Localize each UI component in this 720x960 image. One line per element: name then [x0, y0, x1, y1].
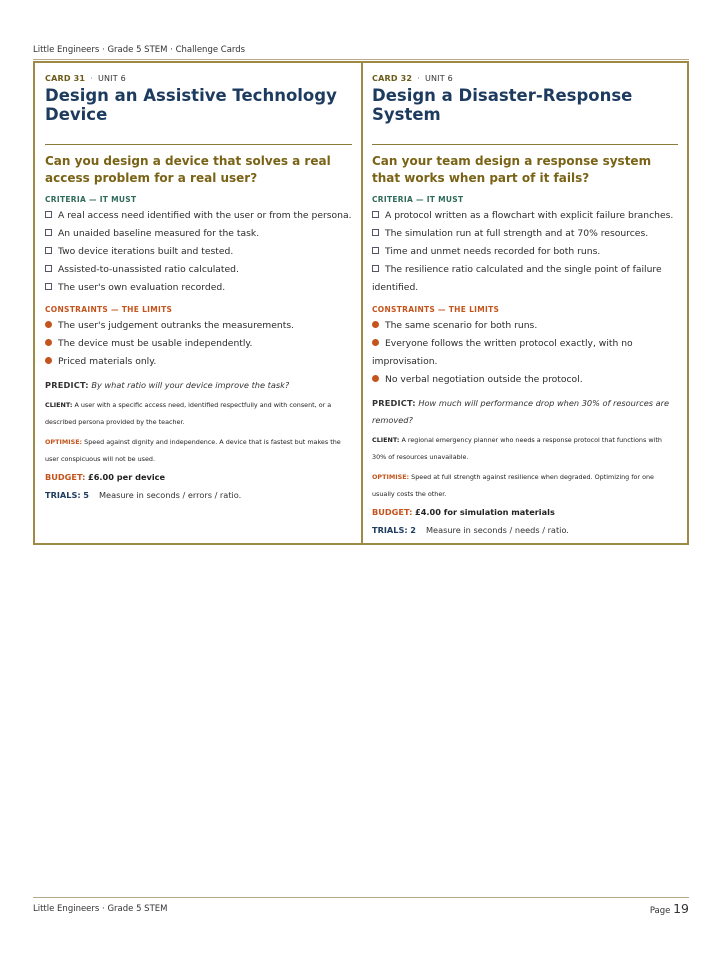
- criteria-list: [45, 207, 352, 297]
- footer-text: Little Engineers · Grade 5 STEM: [33, 904, 168, 914]
- checkbox-icon: [45, 265, 52, 272]
- criteria-item: Two device iterations built and tested.: [45, 243, 352, 261]
- criteria-item: The simulation run at full strength and at 70% resources.: [372, 225, 678, 243]
- page-number: Page 19: [649, 901, 689, 916]
- constraints-list: [372, 317, 678, 389]
- budget: BUDGET: £6.00 per device: [45, 472, 166, 482]
- constraints-label: CONSTRAINTS — THE LIMITS: [45, 305, 173, 314]
- bullet-dot-icon: [45, 357, 52, 364]
- budget: BUDGET: £4.00 for simulation materials: [372, 507, 555, 517]
- card-number: CARD 31: [45, 74, 86, 83]
- criteria-item: An unaided baseline measured for the task.: [45, 225, 352, 243]
- card-number: CARD 32: [372, 74, 413, 83]
- page-footer: [33, 897, 689, 914]
- challenge-card: [35, 63, 361, 543]
- criteria-item: A real access need identified with the user or from the persona.: [45, 207, 352, 225]
- constraint-item: The same scenario for both runs.: [372, 317, 678, 335]
- optimise: OPTIMISE: Speed against dignity and independence. A device that is fastest but makes the user conspicuous will not be used.: [45, 438, 341, 463]
- constraint-item: Priced materials only.: [45, 353, 352, 371]
- card-title: Design an Assistive Technology Device: [45, 86, 352, 145]
- criteria-label: CRITERIA — IT MUST: [372, 195, 464, 204]
- card-grid: [33, 61, 689, 545]
- client: CLIENT: A user with a specific access need, identified respectfully and with consent, or a described persona provided by the teacher.: [45, 401, 332, 426]
- constraint-item: Everyone follows the written protocol exactly, with no improvisation.: [372, 338, 633, 367]
- trials: TRIALS: 2 Measure in seconds / needs / ratio.: [372, 525, 569, 535]
- optimise: OPTIMISE: Speed at full strength against resilience when degraded. Optimizing for one usually costs the other.: [372, 473, 654, 498]
- criteria-label: CRITERIA — IT MUST: [45, 195, 137, 204]
- bullet-dot-icon: [372, 339, 379, 346]
- constraint-item: No verbal negotiation outside the protocol.: [372, 371, 678, 389]
- card-question: Can your team design a response system that works when part of it fails?: [372, 154, 652, 185]
- criteria-list: [372, 207, 678, 297]
- card-question: Can you design a device that solves a real access problem for a real user?: [45, 154, 331, 185]
- bullet-dot-icon: [372, 375, 379, 382]
- constraints-label: CONSTRAINTS — THE LIMITS: [372, 305, 500, 314]
- checkbox-icon: [372, 247, 379, 254]
- checkbox-icon: [45, 283, 52, 290]
- criteria-item: Assisted-to-unassisted ratio calculated.: [45, 261, 352, 279]
- constraints-list: [45, 317, 352, 371]
- criteria-item: The user's own evaluation recorded.: [45, 279, 352, 297]
- criteria-item: Time and unmet needs recorded for both runs.: [372, 243, 678, 261]
- bullet-dot-icon: [45, 339, 52, 346]
- checkbox-icon: [372, 265, 379, 272]
- criteria-item: The resilience ratio calculated and the single point of failure identified.: [372, 264, 662, 293]
- running-head: Little Engineers · Grade 5 STEM · Challenge Cards: [33, 45, 689, 60]
- checkbox-icon: [372, 211, 379, 218]
- constraint-item: The device must be usable independently.: [45, 335, 352, 353]
- checkbox-icon: [45, 229, 52, 236]
- challenge-card: [361, 63, 687, 543]
- trials: TRIALS: 5 Measure in seconds / errors / ratio.: [45, 490, 242, 500]
- predict: PREDICT: How much will performance drop when 30% of resources are removed?: [372, 398, 670, 425]
- predict: PREDICT: By what ratio will your device improve the task?: [45, 380, 290, 390]
- criteria-item: A protocol written as a flowchart with explicit failure branches.: [372, 207, 678, 225]
- card-unit: UNIT 6: [424, 74, 453, 83]
- card-title: Design a Disaster-Response System: [372, 86, 678, 145]
- bullet-dot-icon: [372, 321, 379, 328]
- bullet-dot-icon: [45, 321, 52, 328]
- checkbox-icon: [372, 229, 379, 236]
- client: CLIENT: A regional emergency planner who needs a response protocol that functions with 30% of resources unavailable.: [372, 436, 662, 461]
- card-meta: CARD 32 · UNIT 6: [372, 74, 453, 83]
- checkbox-icon: [45, 211, 52, 218]
- checkbox-icon: [45, 247, 52, 254]
- card-unit: UNIT 6: [97, 74, 126, 83]
- card-meta: CARD 31 · UNIT 6: [45, 74, 126, 83]
- constraint-item: The user's judgement outranks the measurements.: [45, 317, 352, 335]
